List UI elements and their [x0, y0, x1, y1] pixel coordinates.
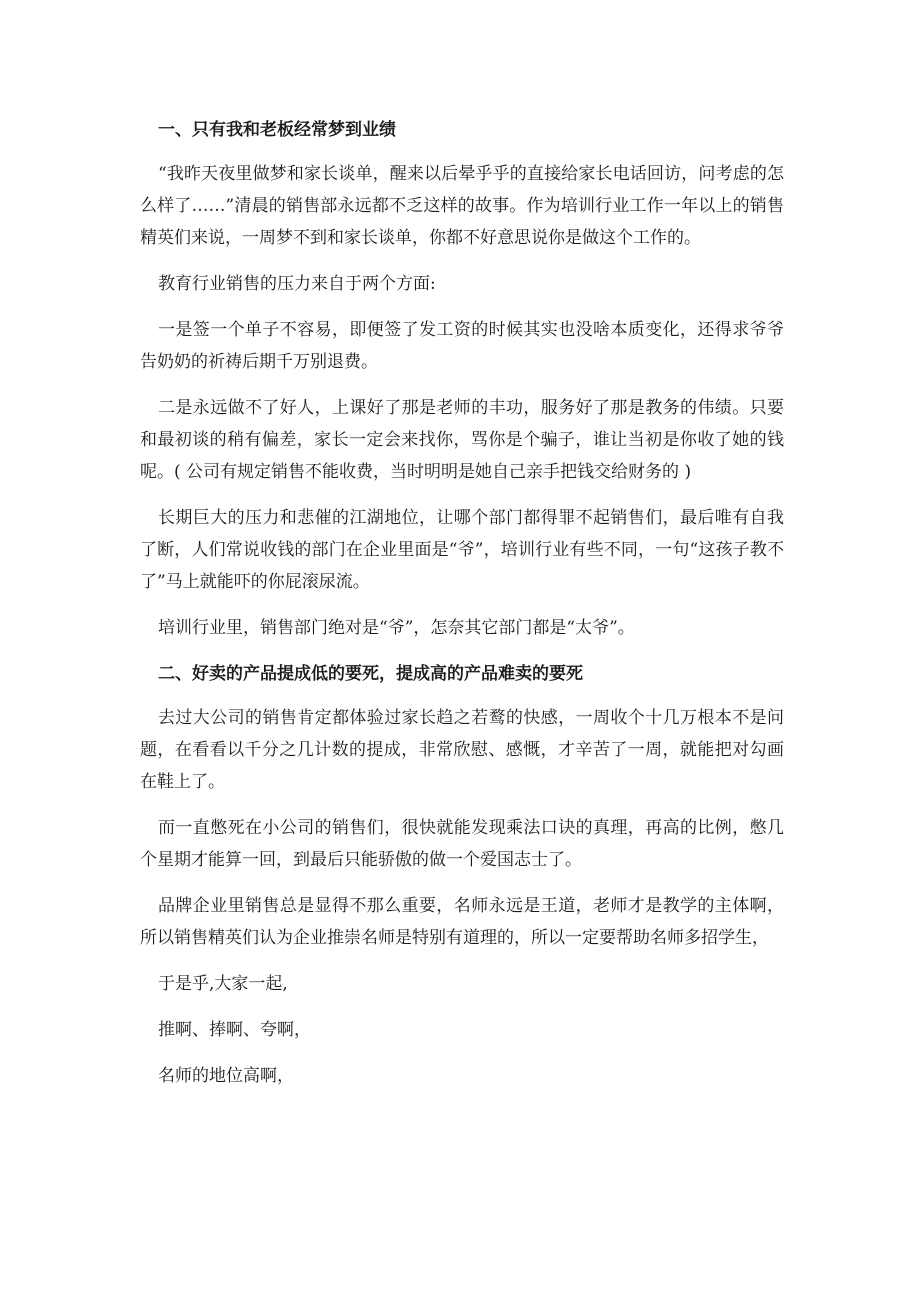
paragraph: 长期巨大的压力和悲催的江湖地位，让哪个部门都得罪不起销售们，最后唯有自我了断，人们常说收钱的部门在企业里面是“爷”，培训行业有些不同，一句“这孩子教不了”马上就能吓的你屁滚尿流。: [140, 508, 784, 592]
short-line: 于是乎,大家一起,: [158, 974, 288, 994]
paragraph: 而一直憋死在小公司的销售们，很快就能发现乘法口诀的真理，再高的比例，憋几个星期才能算一回，到最后只能骄傲的做一个爱国志士了。: [140, 818, 784, 870]
paragraph: 教育行业销售的压力来自于两个方面:: [158, 274, 436, 294]
section-1-heading: 一、只有我和老板经常梦到业绩: [158, 120, 396, 140]
paragraph: 品牌企业里销售总是显得不那么重要，名师永远是王道，老师才是教学的主体啊，所以销售精英们认为企业推崇名师是特别有道理的，所以一定要帮助名师多招学生，: [140, 896, 784, 948]
paragraph: 培训行业里，销售部门绝对是“爷”，怎奈其它部门都是“太爷”。: [158, 618, 635, 638]
short-line: 推啊、捧啊、夸啊，: [158, 1020, 311, 1040]
short-line: 名师的地位高啊，: [158, 1066, 294, 1086]
paragraph: 一是签一个单子不容易，即便签了发工资的时候其实也没啥本质变化，还得求爷爷告奶奶的祈祷后期千万别退费。: [140, 320, 784, 372]
paragraph: 二是永远做不了好人，上课好了那是老师的丰功，服务好了那是教务的伟绩。只要和最初谈的稍有偏差，家长一定会来找你，骂你是个骗子，谁让当初是你收了她的钱呢。( 公司有规定销售不能收费，当时明明是她自己亲手把钱交给财务的 ): [140, 398, 784, 482]
paragraph: 去过大公司的销售肯定都体验过家长趋之若鹜的快感，一周收个十几万根本不是问题，在看看以千分之几计数的提成，非常欣慰、感慨，才辛苦了一周，就能把对勾画在鞋上了。: [140, 708, 784, 792]
section-2-heading: 二、好卖的产品提成低的要死，提成高的产品难卖的要死: [158, 664, 583, 684]
paragraph: “我昨天夜里做梦和家长谈单，醒来以后晕乎乎的直接给家长电话回访，问考虑的怎么样了……”清晨的销售部永远都不乏这样的故事。作为培训行业工作一年以上的销售精英们来说，一周梦不到和家长谈单，你都不好意思说你是做这个工作的。: [140, 164, 784, 248]
